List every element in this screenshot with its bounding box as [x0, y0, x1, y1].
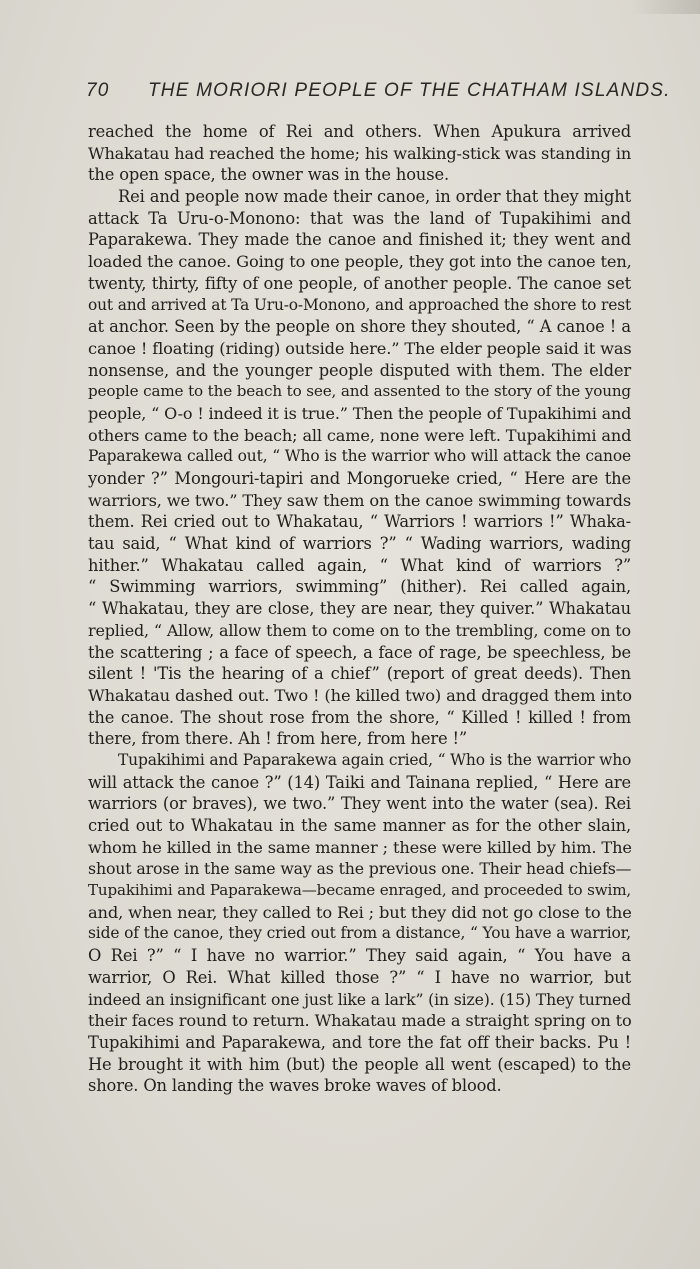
text-line: out and arrived at Ta Uru-o-Monono, and approached the shore to rest [88, 295, 631, 314]
text-line: and, when near, they called to Rei ; but they did not go close to the [88, 902, 632, 922]
text-line: shore. On landing the waves broke waves of blood. [88, 1076, 502, 1096]
text-line: “ Whakatau, they are close, they are near, they quiver.” Whakatau [88, 599, 631, 619]
text-line: warrior, O Rei. What killed those ?” “ I have no warrior, but [88, 967, 631, 987]
text-line: Rei and people now made their canoe, in order that they might [118, 187, 631, 207]
text-line: canoe ! floating (riding) outside here.” The elder people said it was [88, 338, 632, 358]
text-line: indeed an insignificant one just like a lark” (in size). (15) They turned [88, 989, 631, 1009]
text-line: them. Rei cried out to Whakatau, “ Warriors ! warriors !” Whaka- [88, 512, 631, 532]
text-line: the open space, the owner was in the house. [88, 165, 449, 185]
page-edge-stain [630, 0, 700, 14]
text-line: O Rei ?” “ I have no warrior.” They said again, “ You have a [88, 946, 631, 966]
text-line: Whakatau dashed out. Two ! (he killed two) and dragged them into [88, 685, 632, 705]
text-line: nonsense, and the younger people disputed with them. The elder [88, 360, 631, 380]
text-line: Tupakihimi and Paparakewa again cried, “ Who is the warrior who [118, 750, 632, 769]
text-line: tau said, “ What kind of warriors ?” “ Wading warriors, wading [88, 534, 631, 554]
text-line: people, “ O-o ! indeed it is true.” Then the people of Tupakihimi and [88, 403, 632, 423]
text-line: at anchor. Seen by the people on shore they shouted, “ A canoe ! a [88, 317, 631, 337]
text-line: cried out to Whakatau in the same manner as for the other slain, [88, 816, 631, 835]
text-line: He brought it with him (but) the people all went (escaped) to the [88, 1054, 631, 1074]
text-line: twenty, thirty, fifty of one people, of another people. The canoe set [88, 273, 631, 293]
text-line: the scattering ; a face of speech, a face of rage, be speechless, be [88, 642, 631, 662]
text-line: reached the home of Rei and others. When Apukura arrived [88, 122, 631, 141]
text-line: there, from there. Ah ! from here, from here !” [88, 729, 468, 749]
running-title: THE MORIORI PEOPLE OF THE CHATHAM ISLANDS. [148, 80, 671, 101]
text-line: silent ! 'Tis the hearing of a chief” (report of great deeds). Then [88, 664, 631, 684]
text-line: shout arose in the same way as the previous one. Their head chiefs— [88, 859, 632, 879]
text-line: attack Ta Uru-o-Monono: that was the land of Tupakihimi and [88, 208, 631, 228]
text-line: people came to the beach to see, and assented to the story of the young [88, 382, 631, 401]
text-line: loaded the canoe. Going to one people, they got into the canoe ten, [88, 252, 632, 272]
text-line: whom he killed in the same manner ; these were killed by him. The [88, 837, 632, 857]
body-text [88, 121, 631, 1097]
text-line: their faces round to return. Whakatau made a straight spring on to [88, 1011, 632, 1031]
text-line: side of the canoe, they cried out from a distance, “ You have a warrior, [88, 924, 631, 943]
text-line: Paparakewa. They made the canoe and finished it; they went and [88, 230, 631, 250]
page-number: 70 [86, 80, 110, 101]
text-line: replied, “ Allow, allow them to come on to the trembling, come on to [88, 620, 631, 640]
text-line: Paparakewa called out, “ Who is the warrior who will attack the canoe [88, 447, 631, 466]
text-line: Tupakihimi and Paparakewa—became enraged, and proceeded to swim, [88, 881, 631, 900]
text-line: warriors (or braves), we two.” They went into the water (sea). Rei [88, 794, 631, 814]
text-line: warriors, we two.” They saw them on the canoe swimming towards [88, 490, 631, 510]
running-header [86, 80, 671, 108]
text-line: others came to the beach; all came, none were left. Tupakihimi and [88, 425, 632, 445]
text-line: Whakatau had reached the home; his walking-stick was standing in [88, 143, 632, 163]
text-line: will attack the canoe ?” (14) Taiki and Tainana replied, “ Here are [88, 772, 631, 792]
text-line: yonder ?” Mongouri-tapiri and Mongorueke cried, “ Here are the [88, 469, 631, 488]
text-line: Tupakihimi and Paparakewa, and tore the fat off their backs. Pu ! [88, 1032, 631, 1052]
text-line: “ Swimming warriors, swimming” (hither). Rei called again, [88, 577, 631, 597]
text-line: hither.” Whakatau called again, “ What kind of warriors ?” [88, 555, 631, 575]
text-line: the canoe. The shout rose from the shore, “ Killed ! killed ! from [88, 707, 631, 727]
